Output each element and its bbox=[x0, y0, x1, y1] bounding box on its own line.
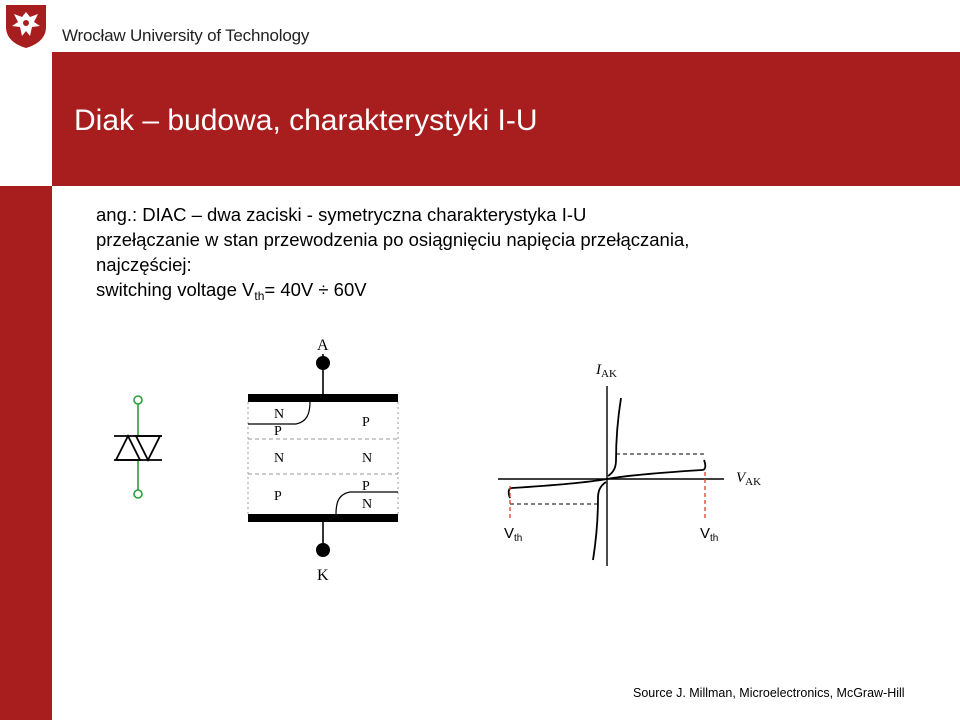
eagle-shield-icon bbox=[3, 3, 49, 49]
layer-right-3: P bbox=[362, 479, 370, 494]
body-line-1: ang.: DIAC – dwa zaciski - symetryczna charakterystyka I-U bbox=[96, 204, 587, 225]
x-axis-label: $V_{AK}$ bbox=[736, 470, 762, 488]
iu-characteristic-diagram bbox=[490, 352, 780, 572]
terminal-k-label: K bbox=[317, 567, 329, 584]
layer-right-1: P bbox=[362, 415, 370, 430]
y-axis-label: $I_{AK}$ bbox=[596, 362, 617, 380]
reverse-conduction bbox=[593, 482, 606, 560]
layer-left-3: N bbox=[274, 451, 285, 466]
diac-structure-diagram bbox=[240, 330, 410, 586]
diac-symbol-icon bbox=[108, 390, 168, 502]
layer-right-4: N bbox=[362, 497, 373, 512]
anode-terminal bbox=[316, 356, 330, 370]
layer-right-2: N bbox=[362, 451, 373, 466]
body-line-3: najczęściej: bbox=[96, 254, 192, 275]
slide-title: Diak – budowa, charakterystyki I-U bbox=[74, 104, 538, 137]
forward-branch bbox=[607, 460, 705, 479]
vth-right-label: $V_{th}$ bbox=[700, 525, 719, 544]
side-band bbox=[0, 186, 52, 720]
body-line-4 bbox=[96, 277, 689, 309]
switching-voltage-label: switching voltage V bbox=[96, 279, 255, 300]
layer-left-1: N bbox=[274, 407, 285, 422]
body-line-2: przełączanie w stan przewodzenia po osiągnięciu napięcia przełączania, bbox=[96, 229, 690, 250]
reverse-branch bbox=[509, 479, 607, 498]
switching-voltage-sub: th bbox=[254, 289, 265, 303]
source-citation: Source J. Millman, Microelectronics, McGraw-Hill bbox=[633, 686, 905, 700]
layer-left-4: P bbox=[274, 489, 282, 504]
cathode-terminal bbox=[316, 543, 330, 557]
university-name: Wrocław University of Technology bbox=[62, 26, 310, 45]
terminal-a-label: A bbox=[317, 337, 329, 354]
title-band bbox=[52, 52, 960, 186]
slide-body bbox=[96, 202, 689, 309]
layer-left-2: P bbox=[274, 424, 282, 439]
forward-conduction bbox=[608, 398, 621, 476]
switching-voltage-range: = 40V ÷ 60V bbox=[264, 279, 367, 300]
vth-left-label: $V_{th}$ bbox=[504, 525, 523, 544]
top-bar bbox=[0, 0, 960, 52]
